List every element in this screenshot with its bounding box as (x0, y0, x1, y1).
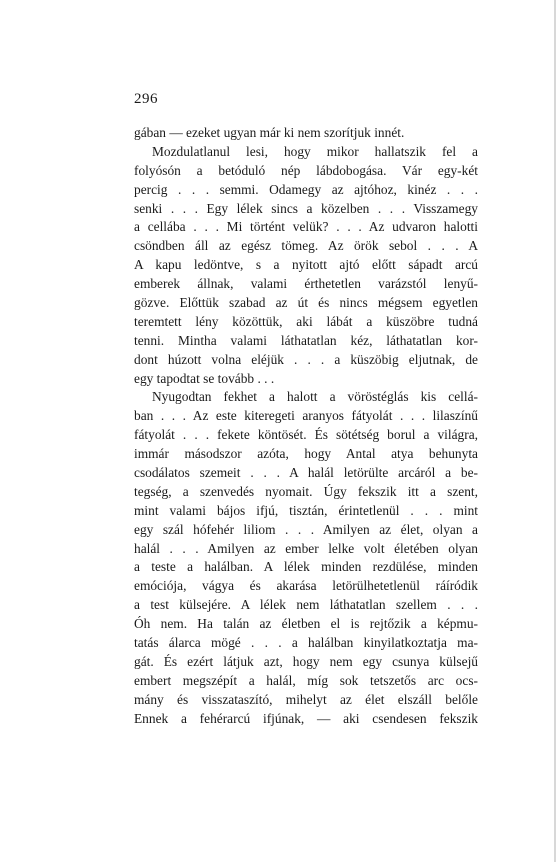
text-line: senki . . . Egy lélek sincs a közelben . . . Visszamegy (134, 200, 478, 216)
text-line: Mozdulatlanul lesi, hogy mikor hallatszik fel a (152, 143, 478, 159)
text-line: A kapu ledöntve, s a nyitott ajtó előtt sápadt arcú (134, 257, 478, 273)
text-line: gában — ezeket ugyan már ki nem szorítjuk innét. (134, 125, 405, 140)
text-line: teremtett lény közöttük, aki lábát a küszöbre tudná (134, 313, 478, 329)
page-number: 296 (134, 91, 158, 107)
text-line: a cellába . . . Mi történt velük? . . . Az udvaron halotti (134, 219, 478, 235)
text-line: percig . . . semmi. Odamegy az ajtóhoz, kinéz . . . (134, 181, 478, 197)
text-line: ban . . . Az este kiteregeti aranyos fátyolát . . . lilaszínű (134, 408, 478, 424)
text-line: egy tapodtat se tovább . . . (134, 370, 275, 386)
text-line: Ennek a fehérarcú ifjúnak, — aki csendesen fekszik (134, 710, 478, 726)
text-line: csöndben áll az egész tömeg. Az örök sebol . . . A (134, 238, 478, 254)
text-line: mány és visszataszító, mihelyt az élet elszáll belőle (134, 691, 478, 707)
text-line: csodálatos szemeit . . . A halál letörülte arcáról a be- (134, 465, 478, 481)
text-line: emóciója, vágya és akarása letörülhetetlenül ráíródik (134, 578, 478, 594)
text-line: a teste a halálban. A lélek minden rezdülése, minden (134, 559, 478, 575)
text-line: halál . . . Amilyen az ember lelke volt életében olyan (134, 540, 478, 556)
body-text (134, 124, 478, 729)
text-line: fátyolát . . . fekete köntösét. És sötétség borul a világra, (134, 427, 478, 443)
text-line: tenni. Mintha valami láthatatlan kéz, láthatatlan kor- (134, 332, 478, 348)
text-line: folyósón a betóduló nép lábdobogása. Vár egy-két (134, 162, 478, 178)
text-line: immár másodszor azóta, hogy Antal atya behunyta (134, 446, 478, 462)
text-line: gözve. Előttük szabad az út és nincs mégsem egyetlen (134, 295, 478, 311)
text-line: mint valami bájos ifjú, tisztán, érintetlenül . . . mint (134, 502, 478, 518)
text-line: tegség, a szenvedés nyomait. Úgy fekszik itt a szent, (134, 483, 478, 499)
text-line: Nyugodtan fekhet a halott a vöröstéglás kis cellá- (152, 389, 478, 405)
text-line: emberek állnak, valami érthetetlen varázstól lenyű- (134, 276, 478, 292)
text-line: dont húzott volna eléjük . . . a küszöbig eljutnak, de (134, 351, 478, 367)
text-line: tatás álarca mögé . . . a halálban kinyilatkoztatja ma- (134, 635, 478, 651)
text-line: egy szál hófehér liliom . . . Amilyen az élet, olyan a (134, 521, 478, 537)
text-line: embert megszépít a halál, míg sok tetszetős arc ocs- (134, 672, 478, 688)
text-line: Óh nem. Ha talán az életben el is rejtőzik a képmu- (134, 616, 478, 632)
text-line: gát. És ezért látjuk azt, hogy nem egy csunya külsejű (134, 653, 478, 669)
text-line: a test külsejére. A lélek nem láthatatlan szellem . . . (134, 597, 478, 613)
